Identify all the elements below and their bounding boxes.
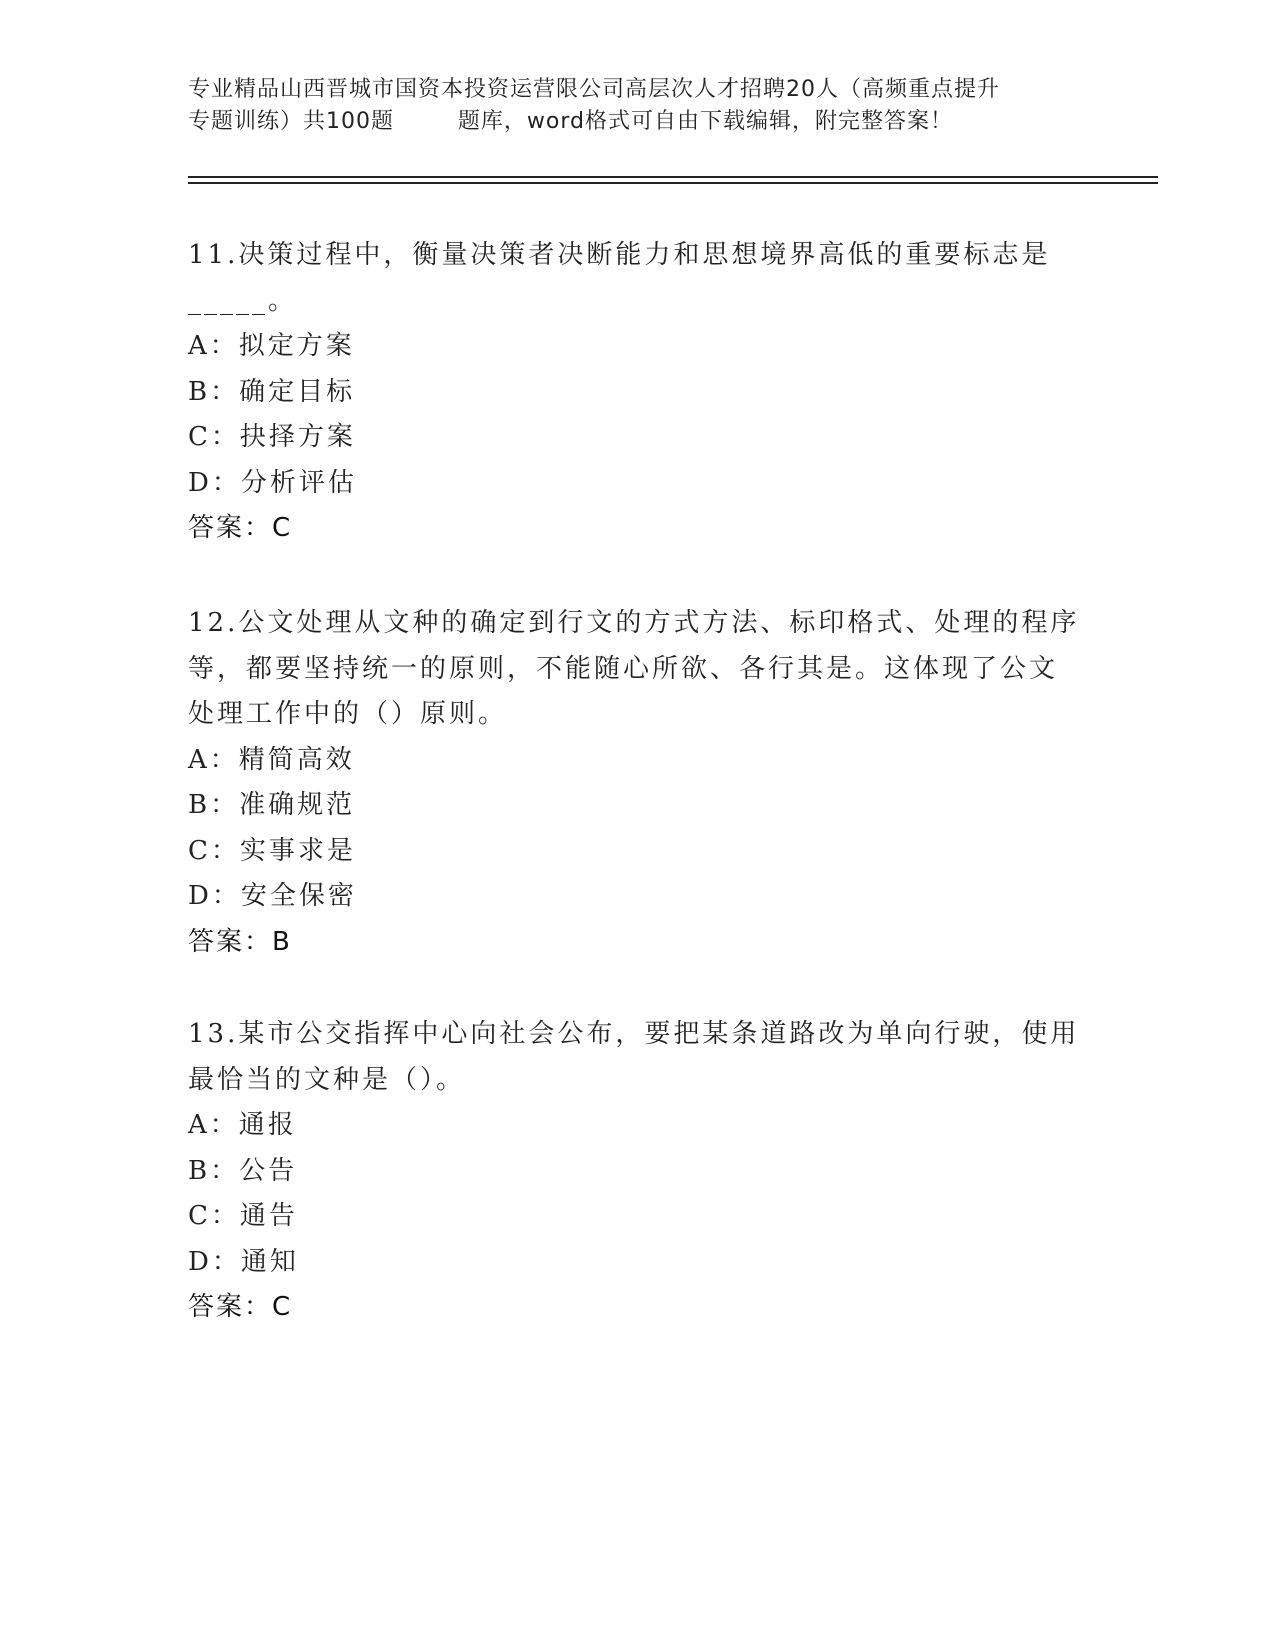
- answer: 答案：B: [188, 926, 292, 957]
- option-d: D：安全保密: [188, 881, 357, 911]
- option-c: C：通告: [188, 1201, 298, 1231]
- answer: 答案：C: [188, 1292, 293, 1322]
- option-c: C：实事求是: [188, 835, 356, 866]
- option-d: D：通知: [188, 1246, 299, 1277]
- question-13: [188, 1012, 1088, 1331]
- header-line-2: 专题训练）共100题 题库，word格式可自由下载编辑，附完整答案！: [188, 109, 954, 134]
- option-a: A：拟定方案: [188, 331, 355, 361]
- option-b: B：准确规范: [188, 790, 356, 820]
- header-divider-bottom: [188, 182, 1158, 184]
- option-b: B：公告: [188, 1155, 298, 1186]
- stem-line: 处理工作中的（）原则。: [188, 699, 508, 729]
- option-b: B：确定目标: [188, 376, 356, 407]
- question-stem: [188, 601, 1088, 738]
- stem-line: 12.公文处理从文种的确定到行文的方式方法、标印格式、处理的程序: [188, 608, 1080, 638]
- header-divider-top: [188, 176, 1158, 178]
- option-a: A：通报: [188, 1110, 297, 1140]
- question-12: [188, 601, 1088, 965]
- stem-line: _____。: [188, 285, 298, 316]
- option-a: A：精简高效: [188, 744, 355, 775]
- question-stem: [188, 1012, 1088, 1103]
- option-c: C：抉择方案: [188, 422, 356, 452]
- answer: 答案：C: [188, 513, 293, 543]
- header-line-1: 专业精品山西晋城市国资本投资运营限公司高层次人才招聘20人（高频重点提升: [188, 77, 1000, 102]
- stem-line: 最恰当的文种是（）。: [188, 1064, 466, 1095]
- document-header: [188, 74, 1088, 138]
- question-stem: [188, 233, 1088, 324]
- option-d: D：分析评估: [188, 467, 357, 498]
- stem-line: 11.决策过程中，衡量决策者决断能力和思想境界高低的重要标志是: [188, 240, 1051, 270]
- question-11: [188, 233, 1088, 552]
- stem-line: 等，都要坚持统一的原则，不能随心所欲、各行其是。这体现了公文: [188, 653, 1059, 684]
- stem-line: 13.某市公交指挥中心向社会公布，要把某条道路改为单向行驶，使用: [188, 1019, 1080, 1049]
